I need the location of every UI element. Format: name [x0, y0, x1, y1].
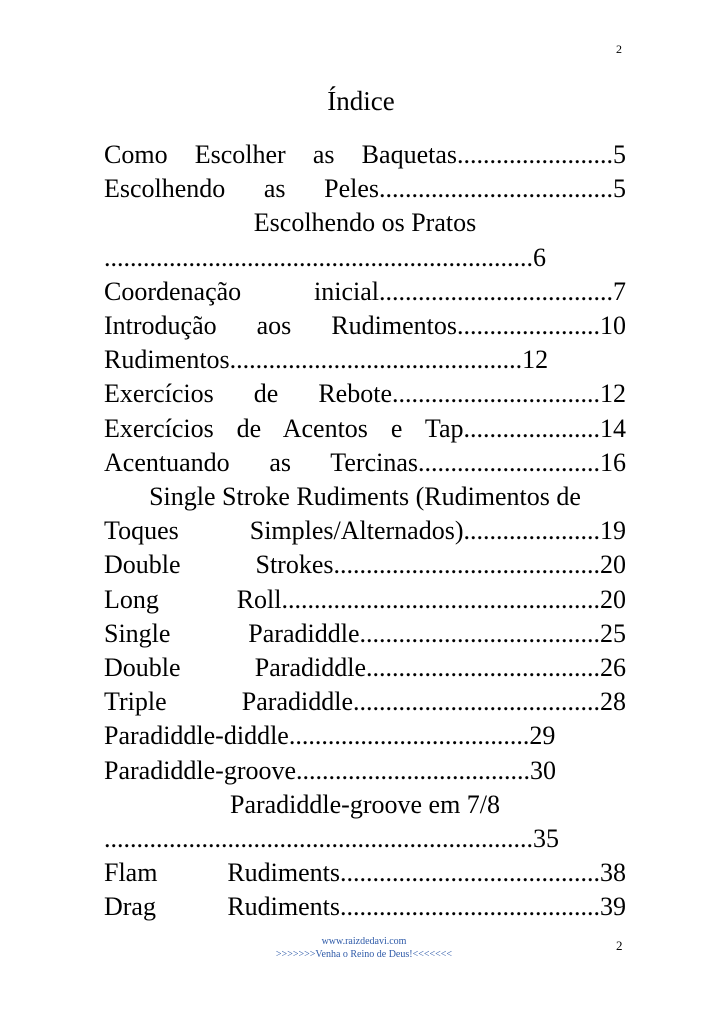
toc-entry: Toques Simples/Alternados).....................19	[104, 516, 626, 546]
toc-entry: Escolhendo as Peles....................................5	[104, 174, 626, 204]
toc-entry: Acentuando as Tercinas............................16	[104, 447, 626, 477]
toc-entry: Rudimentos.............................................12	[104, 345, 549, 375]
page-number-top: 2	[616, 42, 622, 56]
toc-entry: Flam Rudiments........................................38	[104, 858, 626, 888]
footer-site: www.raizdedavi.com	[321, 936, 407, 947]
toc-entry: Paradiddle-groove....................................30	[104, 755, 557, 785]
toc-entry-heading: Single Stroke Rudiments (Rudimentos de	[149, 482, 581, 512]
toc-entry: Double Strokes.........................................20	[104, 550, 626, 580]
toc-entry: Exercícios de Rebote................................12	[104, 379, 626, 409]
toc-entry: Paradiddle-diddle.....................................29	[104, 721, 556, 751]
toc-entry: Introdução aos Rudimentos......................10	[104, 311, 626, 341]
footer-motto: >>>>>>>Venha o Reino de Deus!<<<<<<<	[275, 949, 453, 960]
toc-entry: Single Paradiddle.....................................25	[104, 618, 626, 648]
toc-entry: Drag Rudiments........................................39	[104, 892, 626, 922]
toc-entry-heading: Paradiddle-groove em 7/8	[229, 789, 501, 819]
toc-title	[0, 86, 728, 117]
toc-entry-dots: ..................................................................6	[104, 242, 546, 272]
toc-entry: Exercícios de Acentos e Tap.....................14	[104, 413, 626, 443]
toc-entry: Como Escolher as Baquetas........................5	[104, 140, 626, 169]
toc-entry-dots: ..................................................................35	[104, 824, 559, 854]
toc-entry: Triple Paradiddle......................................28	[104, 687, 626, 717]
toc-title-text: Índice	[327, 86, 395, 116]
toc-entry-heading: Escolhendo os Pratos	[253, 208, 477, 238]
toc-entry: Coordenação inicial....................................7	[104, 276, 626, 306]
table-of-contents	[104, 138, 626, 925]
toc-entry: Double Paradiddle....................................26	[104, 653, 626, 683]
toc-entry: Long Roll.................................................20	[104, 584, 626, 614]
page-number-bottom: 2	[616, 938, 623, 953]
